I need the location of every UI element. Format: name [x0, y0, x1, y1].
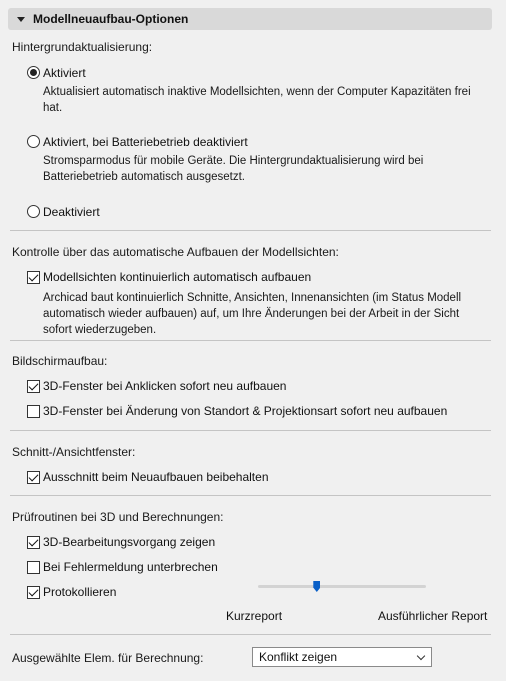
- divider: [10, 430, 491, 431]
- slider-max-label: Ausführlicher Report: [378, 609, 488, 623]
- checkbox-3d-projection-rebuild-label[interactable]: 3D-Fenster bei Änderung von Standort & Projektionsart sofort neu aufbauen: [43, 404, 448, 418]
- checkbox-show-3d-process-label[interactable]: 3D-Bearbeitungsvorgang zeigen: [43, 535, 216, 549]
- checkbox-keep-zoom[interactable]: [27, 471, 40, 484]
- calc-selection-dropdown[interactable]: [252, 647, 432, 667]
- chevron-down-icon: [417, 652, 425, 660]
- radio-activated-label[interactable]: Aktiviert: [43, 66, 86, 80]
- checkbox-continuous-rebuild[interactable]: [27, 271, 40, 284]
- radio-activated-battery-desc: Stromsparmodus für mobile Geräte. Die Hintergrundaktualisierung wird bei Batteriebetrieb automatisch ausgesetzt.: [43, 155, 424, 183]
- checkbox-keep-zoom-label[interactable]: Ausschnitt beim Neuaufbauen beibehalten: [43, 470, 269, 484]
- checkbox-3d-click-rebuild-label[interactable]: 3D-Fenster bei Anklicken sofort neu aufbauen: [43, 379, 287, 393]
- panel-title: Modellneuaufbau-Optionen: [33, 12, 189, 26]
- calc-selection-label: Ausgewählte Elem. für Berechnung:: [12, 651, 204, 665]
- collapse-triangle-icon[interactable]: [17, 17, 25, 22]
- checkbox-log-label[interactable]: Protokollieren: [43, 585, 117, 599]
- divider: [10, 230, 491, 231]
- panel-header[interactable]: [8, 8, 492, 30]
- divider: [10, 340, 491, 341]
- checkbox-3d-click-rebuild[interactable]: [27, 380, 40, 393]
- report-level-slider-thumb[interactable]: [313, 581, 320, 592]
- radio-activated-battery[interactable]: [27, 135, 40, 148]
- report-level-slider-track[interactable]: [258, 585, 426, 588]
- background-update-label: Hintergrundaktualisierung:: [12, 40, 153, 54]
- calc-selection-value: Konflikt zeigen: [259, 650, 338, 664]
- radio-deactivated[interactable]: [27, 205, 40, 218]
- divider: [10, 634, 491, 635]
- checkbox-stop-on-error-label[interactable]: Bei Fehlermeldung unterbrechen: [43, 560, 218, 574]
- radio-activated-desc: Aktualisiert automatisch inaktive Modellsichten, wenn der Computer Kapazitäten frei hat.: [43, 86, 471, 114]
- screen-rebuild-label: Bildschirmaufbau:: [12, 354, 108, 368]
- radio-deactivated-label[interactable]: Deaktiviert: [43, 205, 100, 219]
- radio-activated[interactable]: [27, 66, 40, 79]
- auto-rebuild-label: Kontrolle über das automatische Aufbauen der Modellsichten:: [12, 245, 339, 259]
- checkbox-log[interactable]: [27, 586, 40, 599]
- checkbox-show-3d-process[interactable]: [27, 536, 40, 549]
- slider-min-label: Kurzreport: [226, 609, 283, 623]
- section-window-label: Schnitt-/Ansichtfenster:: [12, 445, 136, 459]
- auto-rebuild-desc: Archicad baut kontinuierlich Schnitte, Ansichten, Innenansichten (im Status Modell automatisch wieder aufbauen) auf, um Ihre Änderungen bei der Arbeit in der Sicht sofort wiederzugeben.: [43, 292, 462, 336]
- checkbox-continuous-rebuild-label[interactable]: Modellsichten kontinuierlich automatisch aufbauen: [43, 270, 312, 284]
- checks-3d-label: Prüfroutinen bei 3D und Berechnungen:: [12, 510, 224, 524]
- checkbox-stop-on-error[interactable]: [27, 561, 40, 574]
- checkbox-3d-projection-rebuild[interactable]: [27, 405, 40, 418]
- divider: [10, 495, 491, 496]
- radio-activated-battery-label[interactable]: Aktiviert, bei Batteriebetrieb deaktiviert: [43, 135, 248, 149]
